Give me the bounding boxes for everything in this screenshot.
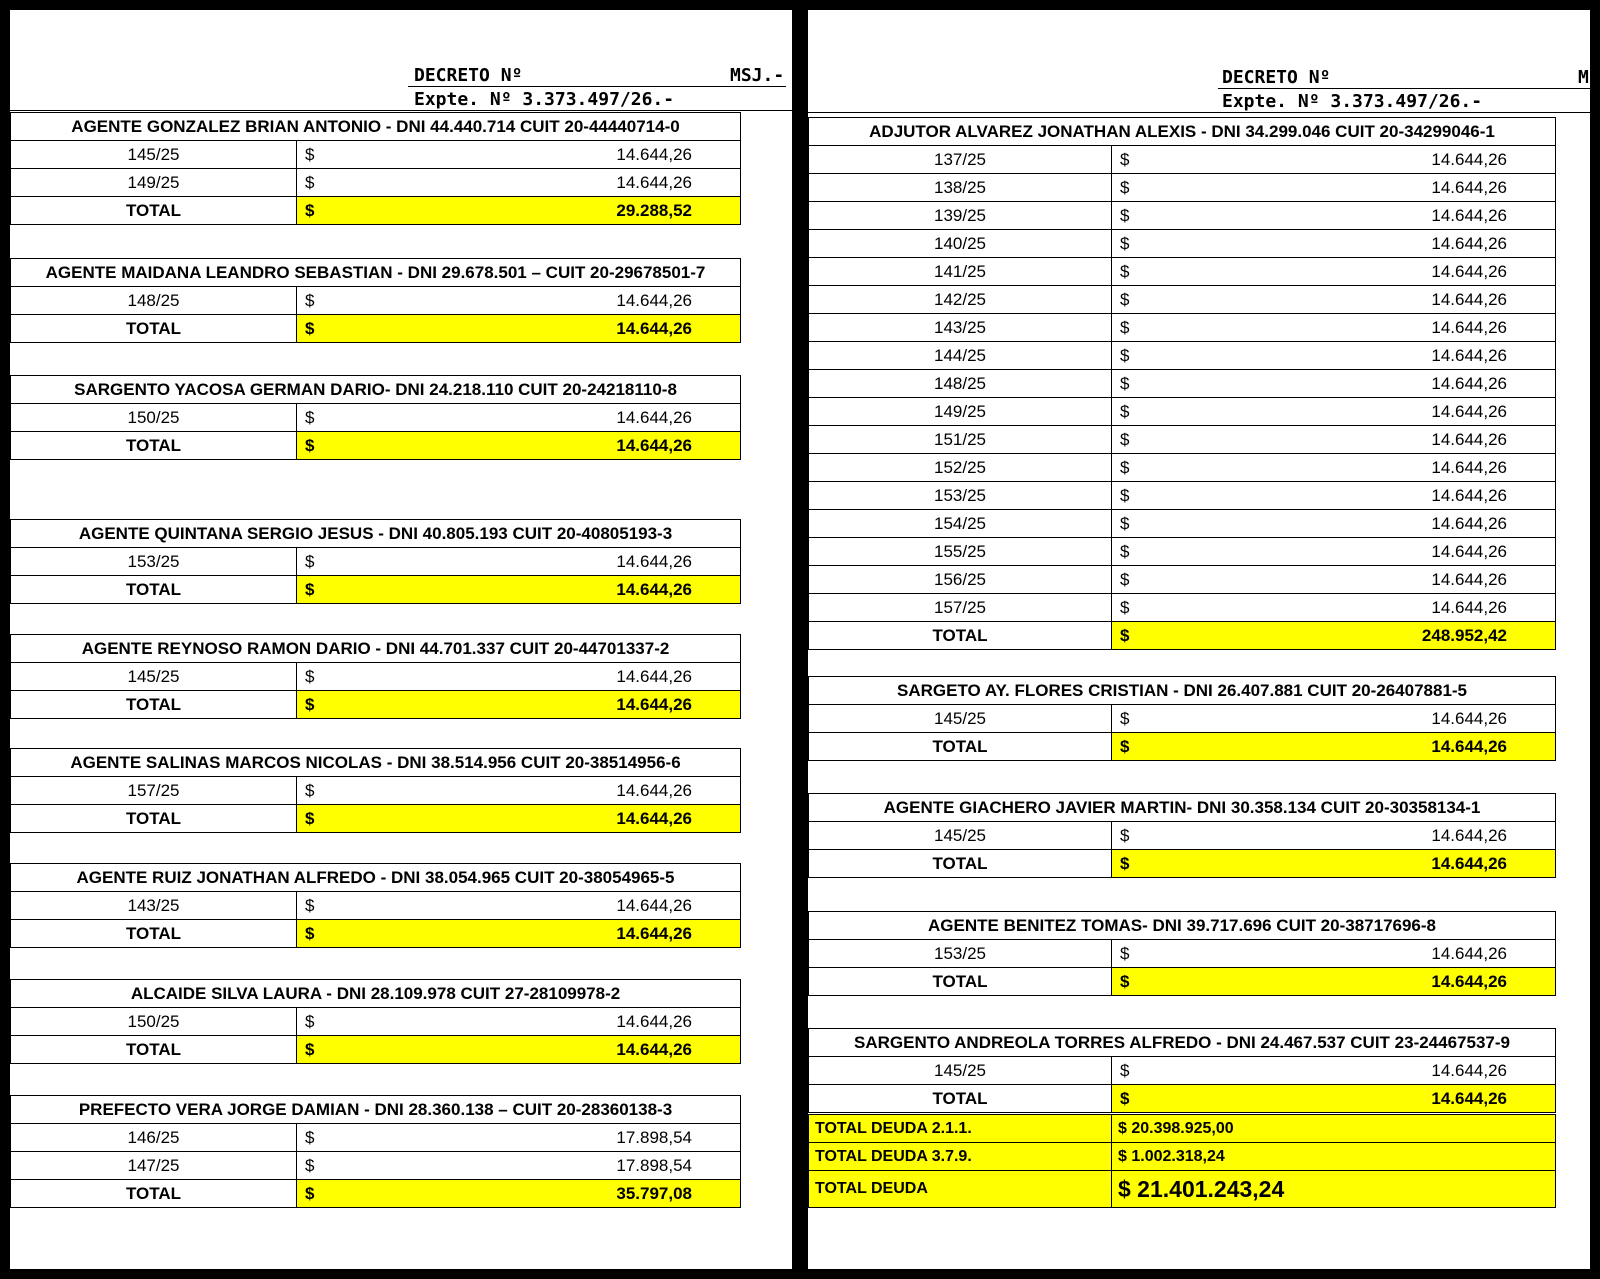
- table-row: [809, 594, 1556, 622]
- person-header-row: [11, 749, 741, 777]
- currency-symbol: $: [305, 666, 315, 686]
- amount-cell: [1112, 370, 1556, 398]
- currency-symbol: $: [305, 318, 315, 338]
- currency-symbol: $: [1120, 261, 1130, 281]
- total-amount-cell: [1112, 850, 1556, 878]
- amount-cell: [297, 404, 741, 432]
- header-rule: [808, 112, 1590, 113]
- person-block: [808, 793, 1556, 878]
- amount-value: 14.644,26: [616, 407, 693, 427]
- total-row: [11, 691, 741, 719]
- total-label: TOTAL: [11, 920, 297, 948]
- total-amount-cell: [297, 920, 741, 948]
- total-row: [11, 1180, 741, 1208]
- amount-cell: [1112, 822, 1556, 850]
- amount-value: 14.644,26: [1431, 345, 1508, 365]
- table-row: [11, 663, 741, 691]
- table-row: [809, 146, 1556, 174]
- total-label: TOTAL: [809, 850, 1112, 878]
- resolution-code: 157/25: [11, 777, 297, 805]
- table-row: [809, 174, 1556, 202]
- person-block: [10, 1095, 741, 1208]
- msj-label: M: [1578, 67, 1589, 88]
- header-underline: [1218, 88, 1590, 89]
- person-title: PREFECTO VERA JORGE DAMIAN - DNI 28.360.138 – CUIT 20-28360138-3: [11, 1096, 741, 1124]
- currency-symbol: $: [1120, 736, 1130, 756]
- table-row: [809, 426, 1556, 454]
- currency-symbol: $: [1120, 345, 1130, 365]
- currency-symbol: $: [1120, 205, 1130, 225]
- amount-cell: [1112, 454, 1556, 482]
- resolution-code: 138/25: [809, 174, 1112, 202]
- table-row: [809, 286, 1556, 314]
- total-amount-cell: [297, 691, 741, 719]
- amount-value: 14.644,26: [1431, 289, 1508, 309]
- table-row: [11, 1152, 741, 1180]
- currency-symbol: $: [1120, 971, 1130, 991]
- resolution-code: 148/25: [809, 370, 1112, 398]
- total-label: TOTAL: [11, 691, 297, 719]
- person-title: AGENTE GIACHERO JAVIER MARTIN- DNI 30.358.134 CUIT 20-30358134-1: [809, 794, 1556, 822]
- amount-cell: [297, 892, 741, 920]
- total-label: TOTAL: [11, 576, 297, 604]
- debt-total-row: [809, 1171, 1556, 1208]
- amount-value: 14.644,26: [616, 172, 692, 192]
- total-row: [809, 733, 1556, 761]
- person-header-row: [809, 794, 1556, 822]
- amount-value: 14.644,26: [616, 551, 693, 571]
- amount-value: 14.644,26: [1431, 205, 1508, 225]
- currency-symbol: $: [305, 144, 315, 164]
- total-row: [11, 432, 741, 460]
- expte-label: Expte. Nº 3.373.497/26.-: [1222, 91, 1483, 112]
- table-row: [809, 398, 1556, 426]
- table-row: [809, 454, 1556, 482]
- currency-symbol: $: [305, 435, 315, 455]
- person-title: AGENTE QUINTANA SERGIO JESUS - DNI 40.805.193 CUIT 20-40805193-3: [11, 520, 741, 548]
- total-row: [11, 1036, 741, 1064]
- amount-value: 14.644,26: [1431, 708, 1507, 728]
- resolution-code: 157/25: [809, 594, 1112, 622]
- resolution-code: 150/25: [11, 404, 297, 432]
- currency-symbol: $: [1120, 943, 1130, 963]
- currency-symbol: $: [305, 172, 315, 192]
- table-row: [11, 892, 741, 920]
- amount-value: 14.644,26: [1431, 541, 1508, 561]
- amount-cell: [1112, 202, 1556, 230]
- amount-value: 14.644,26: [1431, 513, 1508, 533]
- amount-cell: [1112, 426, 1556, 454]
- table-row: [809, 510, 1556, 538]
- amount-value: 14.644,26: [1431, 1060, 1508, 1080]
- document-page-left: [10, 10, 792, 1269]
- amount-value: 14.644,26: [1431, 233, 1508, 253]
- table-row: [809, 538, 1556, 566]
- resolution-code: 151/25: [809, 426, 1112, 454]
- amount-value: 14.644,26: [1431, 261, 1508, 281]
- amount-cell: [1112, 940, 1556, 968]
- total-label: TOTAL: [809, 733, 1112, 761]
- total-amount-value: 14.644,26: [616, 923, 693, 943]
- currency-symbol: $: [305, 1011, 315, 1031]
- amount-value: 14.644,26: [1431, 401, 1508, 421]
- table-row: [809, 230, 1556, 258]
- person-title: ADJUTOR ALVAREZ JONATHAN ALEXIS - DNI 34.299.046 CUIT 20-34299046-1: [809, 118, 1556, 146]
- person-block: [10, 112, 741, 225]
- person-title: ALCAIDE SILVA LAURA - DNI 28.109.978 CUIT 27-28109978-2: [11, 980, 741, 1008]
- amount-value: 14.644,26: [1431, 485, 1508, 505]
- resolution-code: 146/25: [11, 1124, 297, 1152]
- currency-symbol: $: [1120, 708, 1130, 728]
- amount-value: 14.644,26: [616, 144, 692, 164]
- header-rule: [10, 110, 792, 111]
- resolution-code: 145/25: [809, 1057, 1112, 1085]
- currency-symbol: $: [305, 1183, 315, 1203]
- amount-value: 14.644,26: [1431, 177, 1508, 197]
- amount-cell: [1112, 230, 1556, 258]
- amount-cell: [1112, 314, 1556, 342]
- currency-symbol: $: [1120, 513, 1130, 533]
- table-row: [809, 370, 1556, 398]
- currency-symbol: $: [1120, 401, 1130, 421]
- total-amount-value: 14.644,26: [1431, 853, 1507, 873]
- currency-symbol: $: [1120, 1088, 1130, 1108]
- person-header-row: [11, 1096, 741, 1124]
- person-header-row: [11, 376, 741, 404]
- total-amount-value: 35.797,08: [616, 1183, 692, 1203]
- amount-cell: [1112, 258, 1556, 286]
- table-row: [809, 342, 1556, 370]
- decreto-label: DECRETO Nº: [414, 65, 523, 86]
- resolution-code: 153/25: [11, 548, 297, 576]
- debt-total-value: $ 21.401.243,24: [1112, 1171, 1556, 1208]
- currency-symbol: $: [305, 407, 315, 427]
- amount-cell: [297, 141, 741, 169]
- resolution-code: 145/25: [809, 705, 1112, 733]
- amount-value: 14.644,26: [1431, 825, 1507, 845]
- total-amount-cell: [297, 576, 741, 604]
- amount-value: 14.644,26: [1431, 457, 1508, 477]
- total-label: TOTAL: [11, 432, 297, 460]
- resolution-code: 137/25: [809, 146, 1112, 174]
- total-label: TOTAL: [809, 968, 1112, 996]
- resolution-code: 145/25: [809, 822, 1112, 850]
- person-title: SARGETO AY. FLORES CRISTIAN - DNI 26.407.881 CUIT 20-26407881-5: [809, 677, 1556, 705]
- table-row: [809, 566, 1556, 594]
- debt-total-value: $ 1.002.318,24: [1112, 1143, 1556, 1171]
- person-header-row: [11, 980, 741, 1008]
- resolution-code: 142/25: [809, 286, 1112, 314]
- currency-symbol: $: [305, 808, 315, 828]
- currency-symbol: $: [1120, 485, 1130, 505]
- currency-symbol: $: [305, 1039, 315, 1059]
- table-row: [809, 822, 1556, 850]
- currency-symbol: $: [1120, 625, 1130, 645]
- person-title: SARGENTO ANDREOLA TORRES ALFREDO - DNI 24.467.537 CUIT 23-24467537-9: [809, 1029, 1556, 1057]
- debt-total-label: TOTAL DEUDA 3.7.9.: [809, 1143, 1112, 1171]
- total-label: TOTAL: [11, 315, 297, 343]
- expte-label: Expte. Nº 3.373.497/26.-: [414, 89, 675, 110]
- table-row: [809, 1057, 1556, 1085]
- total-amount-value: 14.644,26: [1431, 971, 1508, 991]
- amount-value: 14.644,26: [616, 895, 693, 915]
- table-row: [11, 169, 741, 197]
- resolution-code: 140/25: [809, 230, 1112, 258]
- person-header-row: [809, 912, 1556, 940]
- resolution-code: 155/25: [809, 538, 1112, 566]
- person-header-row: [809, 118, 1556, 146]
- total-amount-value: 248.952,42: [1421, 625, 1508, 645]
- table-row: [809, 314, 1556, 342]
- amount-cell: [1112, 174, 1556, 202]
- person-title: AGENTE GONZALEZ BRIAN ANTONIO - DNI 44.440.714 CUIT 20-44440714-0: [11, 113, 741, 141]
- total-amount-cell: [297, 315, 741, 343]
- amount-value: 14.644,26: [1431, 317, 1508, 337]
- resolution-code: 145/25: [11, 141, 297, 169]
- amount-value: 14.644,26: [616, 666, 693, 686]
- resolution-code: 156/25: [809, 566, 1112, 594]
- table-row: [809, 705, 1556, 733]
- header-underline: [408, 86, 786, 87]
- total-amount-value: 14.644,26: [1431, 1088, 1508, 1108]
- amount-cell: [297, 169, 741, 197]
- total-amount-cell: [1112, 1085, 1556, 1113]
- amount-cell: [1112, 705, 1556, 733]
- resolution-code: 147/25: [11, 1152, 297, 1180]
- total-row: [809, 1085, 1556, 1113]
- resolution-code: 139/25: [809, 202, 1112, 230]
- total-amount-value: 14.644,26: [616, 435, 693, 455]
- person-title: AGENTE MAIDANA LEANDRO SEBASTIAN - DNI 29.678.501 – CUIT 20-29678501-7: [11, 259, 741, 287]
- person-header-row: [11, 259, 741, 287]
- person-header-row: [11, 864, 741, 892]
- amount-cell: [1112, 1057, 1556, 1085]
- table-row: [809, 482, 1556, 510]
- amount-value: 17.898,54: [616, 1127, 692, 1147]
- amount-cell: [297, 548, 741, 576]
- amount-cell: [1112, 538, 1556, 566]
- debt-total-label: TOTAL DEUDA: [809, 1171, 1112, 1208]
- resolution-code: 149/25: [809, 398, 1112, 426]
- person-block: [808, 1028, 1556, 1113]
- table-row: [11, 777, 741, 805]
- total-amount-cell: [297, 805, 741, 833]
- person-title: AGENTE BENITEZ TOMAS- DNI 39.717.696 CUIT 20-38717696-8: [809, 912, 1556, 940]
- resolution-code: 144/25: [809, 342, 1112, 370]
- resolution-code: 148/25: [11, 287, 297, 315]
- total-amount-cell: [297, 1180, 741, 1208]
- person-block: [10, 863, 741, 948]
- person-header-row: [11, 113, 741, 141]
- debt-total-value: $ 20.398.925,00: [1112, 1115, 1556, 1143]
- person-title: AGENTE RUIZ JONATHAN ALFREDO - DNI 38.054.965 CUIT 20-38054965-5: [11, 864, 741, 892]
- resolution-code: 150/25: [11, 1008, 297, 1036]
- currency-symbol: $: [305, 1127, 315, 1147]
- total-amount-value: 14.644,26: [616, 808, 692, 828]
- total-amount-value: 14.644,26: [616, 318, 693, 338]
- person-block: [10, 634, 741, 719]
- person-header-row: [11, 635, 741, 663]
- debt-totals-table: [808, 1114, 1556, 1208]
- person-block: [10, 375, 741, 460]
- amount-value: 17.898,54: [616, 1155, 692, 1175]
- currency-symbol: $: [305, 923, 315, 943]
- total-row: [809, 622, 1556, 650]
- total-amount-cell: [1112, 733, 1556, 761]
- table-row: [11, 141, 741, 169]
- total-label: TOTAL: [11, 1036, 297, 1064]
- person-header-row: [809, 677, 1556, 705]
- amount-cell: [297, 663, 741, 691]
- currency-symbol: $: [1120, 853, 1130, 873]
- currency-symbol: $: [1120, 317, 1130, 337]
- total-amount-value: 14.644,26: [616, 579, 693, 599]
- amount-cell: [1112, 286, 1556, 314]
- person-block: [10, 519, 741, 604]
- person-header-row: [11, 520, 741, 548]
- resolution-code: 153/25: [809, 482, 1112, 510]
- total-row: [11, 576, 741, 604]
- amount-value: 14.644,26: [1431, 597, 1508, 617]
- total-amount-cell: [297, 432, 741, 460]
- amount-value: 14.644,26: [1431, 373, 1508, 393]
- currency-symbol: $: [1120, 569, 1130, 589]
- person-title: SARGENTO YACOSA GERMAN DARIO- DNI 24.218.110 CUIT 20-24218110-8: [11, 376, 741, 404]
- person-block: [808, 911, 1556, 996]
- amount-cell: [1112, 510, 1556, 538]
- debt-total-label: TOTAL DEUDA 2.1.1.: [809, 1115, 1112, 1143]
- resolution-code: 152/25: [809, 454, 1112, 482]
- currency-symbol: $: [305, 579, 315, 599]
- total-label: TOTAL: [11, 805, 297, 833]
- total-amount-value: 14.644,26: [1431, 736, 1507, 756]
- person-block: [10, 979, 741, 1064]
- debt-total-row: [809, 1115, 1556, 1143]
- amount-cell: [1112, 482, 1556, 510]
- amount-cell: [297, 287, 741, 315]
- table-row: [11, 287, 741, 315]
- amount-value: 14.644,26: [616, 290, 693, 310]
- total-row: [11, 197, 741, 225]
- total-label: TOTAL: [809, 622, 1112, 650]
- total-row: [809, 968, 1556, 996]
- person-header-row: [809, 1029, 1556, 1057]
- total-label: TOTAL: [809, 1085, 1112, 1113]
- resolution-code: 149/25: [11, 169, 297, 197]
- amount-value: 14.644,26: [1431, 943, 1508, 963]
- total-label: TOTAL: [11, 1180, 297, 1208]
- amount-value: 14.644,26: [616, 1011, 693, 1031]
- currency-symbol: $: [1120, 429, 1130, 449]
- amount-cell: [1112, 398, 1556, 426]
- decreto-label: DECRETO Nº: [1222, 67, 1331, 88]
- table-row: [11, 548, 741, 576]
- table-row: [809, 202, 1556, 230]
- amount-cell: [1112, 342, 1556, 370]
- currency-symbol: $: [305, 895, 315, 915]
- amount-cell: [297, 1152, 741, 1180]
- total-amount-value: 29.288,52: [616, 200, 692, 220]
- person-block: [808, 117, 1556, 650]
- currency-symbol: $: [1120, 457, 1130, 477]
- table-row: [11, 1008, 741, 1036]
- currency-symbol: $: [305, 694, 315, 714]
- amount-cell: [1112, 594, 1556, 622]
- amount-cell: [297, 1124, 741, 1152]
- currency-symbol: $: [305, 200, 315, 220]
- total-row: [11, 920, 741, 948]
- table-row: [11, 404, 741, 432]
- amount-cell: [297, 777, 741, 805]
- person-block: [808, 676, 1556, 761]
- total-amount-value: 14.644,26: [616, 1039, 693, 1059]
- table-row: [11, 1124, 741, 1152]
- resolution-code: 153/25: [809, 940, 1112, 968]
- person-title: AGENTE REYNOSO RAMON DARIO - DNI 44.701.337 CUIT 20-44701337-2: [11, 635, 741, 663]
- total-amount-cell: [297, 1036, 741, 1064]
- table-row: [809, 258, 1556, 286]
- resolution-code: 143/25: [809, 314, 1112, 342]
- currency-symbol: $: [1120, 289, 1130, 309]
- amount-value: 14.644,26: [616, 780, 692, 800]
- currency-symbol: $: [1120, 177, 1130, 197]
- currency-symbol: $: [1120, 825, 1130, 845]
- person-title: AGENTE SALINAS MARCOS NICOLAS - DNI 38.514.956 CUIT 20-38514956-6: [11, 749, 741, 777]
- currency-symbol: $: [1120, 149, 1130, 169]
- currency-symbol: $: [1120, 373, 1130, 393]
- currency-symbol: $: [305, 290, 315, 310]
- amount-cell: [1112, 146, 1556, 174]
- total-label: TOTAL: [11, 197, 297, 225]
- total-amount-cell: [1112, 622, 1556, 650]
- currency-symbol: $: [305, 780, 315, 800]
- debt-total-row: [809, 1143, 1556, 1171]
- table-row: [809, 940, 1556, 968]
- total-row: [809, 850, 1556, 878]
- amount-cell: [297, 1008, 741, 1036]
- currency-symbol: $: [1120, 597, 1130, 617]
- total-amount-cell: [297, 197, 741, 225]
- currency-symbol: $: [305, 1155, 315, 1175]
- amount-value: 14.644,26: [1431, 429, 1508, 449]
- currency-symbol: $: [1120, 541, 1130, 561]
- currency-symbol: $: [305, 551, 315, 571]
- resolution-code: 145/25: [11, 663, 297, 691]
- total-amount-cell: [1112, 968, 1556, 996]
- msj-label: MSJ.-: [730, 65, 785, 86]
- resolution-code: 141/25: [809, 258, 1112, 286]
- total-row: [11, 805, 741, 833]
- resolution-code: 154/25: [809, 510, 1112, 538]
- document-page-right: [808, 10, 1590, 1269]
- amount-value: 14.644,26: [1431, 149, 1508, 169]
- amount-cell: [1112, 566, 1556, 594]
- person-block: [10, 748, 741, 833]
- total-row: [11, 315, 741, 343]
- currency-symbol: $: [1120, 233, 1130, 253]
- currency-symbol: $: [1120, 1060, 1130, 1080]
- resolution-code: 143/25: [11, 892, 297, 920]
- amount-value: 14.644,26: [1431, 569, 1508, 589]
- person-block: [10, 258, 741, 343]
- total-amount-value: 14.644,26: [616, 694, 693, 714]
